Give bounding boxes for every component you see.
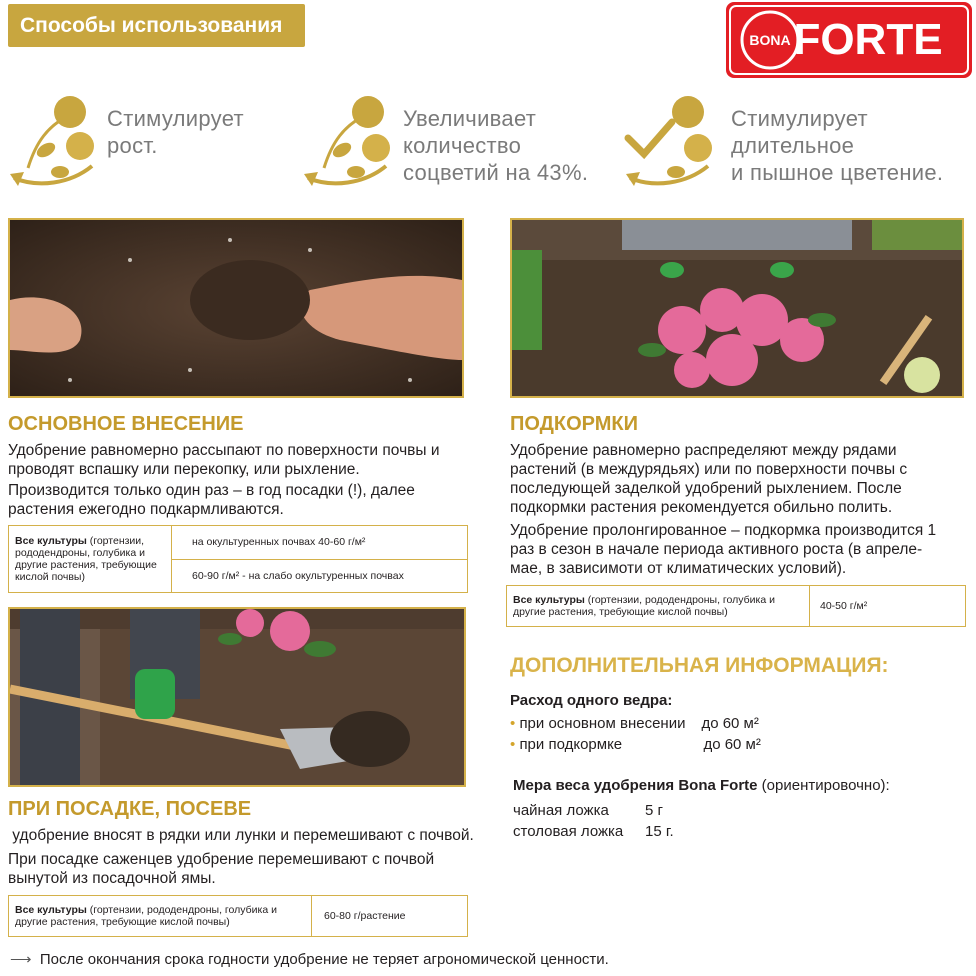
flower-arrow-icon [8,92,100,192]
feeding-title: ПОДКОРМКИ [510,413,638,435]
rate-cell: 60-80 г/растение [312,896,468,937]
benefit-3: Стимулирует длительное и пышное цветение. [731,106,944,185]
flower-arrow-icon [302,92,396,192]
main-application-title: ОСНОВНОЕ ВНЕСЕНИЕ [8,413,244,435]
planting-text-1: удобрение вносят в рядки или лунки и перемешивают с почвой. [8,827,474,844]
flower-check-icon [622,92,718,192]
brand-logo [726,2,972,78]
additional-title: ДОПОЛНИТЕЛЬНАЯ ИНФОРМАЦИЯ: [510,654,889,677]
planting-photo [8,607,466,787]
bucket-title: Расход одного ведра: [510,692,673,709]
rate-cell: на окультуренных почвах 40-60 г/м² [172,526,468,560]
section-tag: Способы использования [8,4,305,47]
list-item: • при подкормке до 60 м² [510,736,761,753]
feeding-table [506,585,966,627]
crop-cell: Все культуры (гортензии, рододендроны, голубика и другие растения, требующие кислой почвы) [507,586,810,627]
benefit-1: Стимулирует рост. [107,106,244,158]
soil-photo [8,218,464,398]
main-application-text-1: Удобрение равномерно рассыпают по поверхности почвы и проводят вспашку или перекопку, или рыхление. [8,442,440,478]
planting-title: ПРИ ПОСАДКЕ, ПОСЕВЕ [8,798,252,820]
main-application-text-2: Производится только один раз – в год посадки (!), далее растения ежегодно подкармливаются. [8,482,415,518]
measure-title: Мера веса удобрения Bona Forte (ориентировочно): [513,777,890,794]
footer-note: ⟶ После окончания срока годности удобрение не теряет агрономической ценности. [10,951,609,968]
crop-cell: Все культуры (гортензии, рододендроны, голубика и другие растения, требующие кислой почвы) [9,896,312,937]
planting-text-2: При посадке саженцев удобрение перемешивают с почвой вынутой из посадочной ямы. [8,851,435,887]
planting-table [8,895,468,937]
bucket-list [510,713,761,755]
rate-cell: 40-50 г/м² [810,586,966,627]
list-item: • при основном внесении до 60 м² [510,715,759,732]
list-item: столовая ложка 15 г. [513,823,674,840]
crop-cell: Все культуры (гортензии, рододендроны, голубика и другие растения, требующие кислой почвы) [9,526,172,593]
benefit-2: Увеличивает количество соцветий на 43%. [403,106,589,185]
main-application-table [8,525,468,593]
feeding-text-2: Удобрение пролонгированное – подкормка производится 1 раз в сезон в начале периода активного роста (в апреле-мае, в зависимоти от климатических условий). [510,522,937,577]
list-item: чайная ложка 5 г [513,802,663,819]
measure-list [513,800,674,842]
brand-bona: BONA [749,32,791,48]
rate-cell: 60-90 г/м² - на слабо окультуренных почвах [172,559,468,593]
arrow-right-icon: ⟶ [10,951,32,968]
hydrangea-photo [510,218,964,398]
brand-forte: FORTE [793,15,943,64]
feeding-text-1: Удобрение равномерно распределяют между рядами растений (в междурядьях) или по поверхности почвы с последующей заделкой удобрений рыхлением. После подкормки растения рекомендуется обильно полить. [510,442,908,516]
